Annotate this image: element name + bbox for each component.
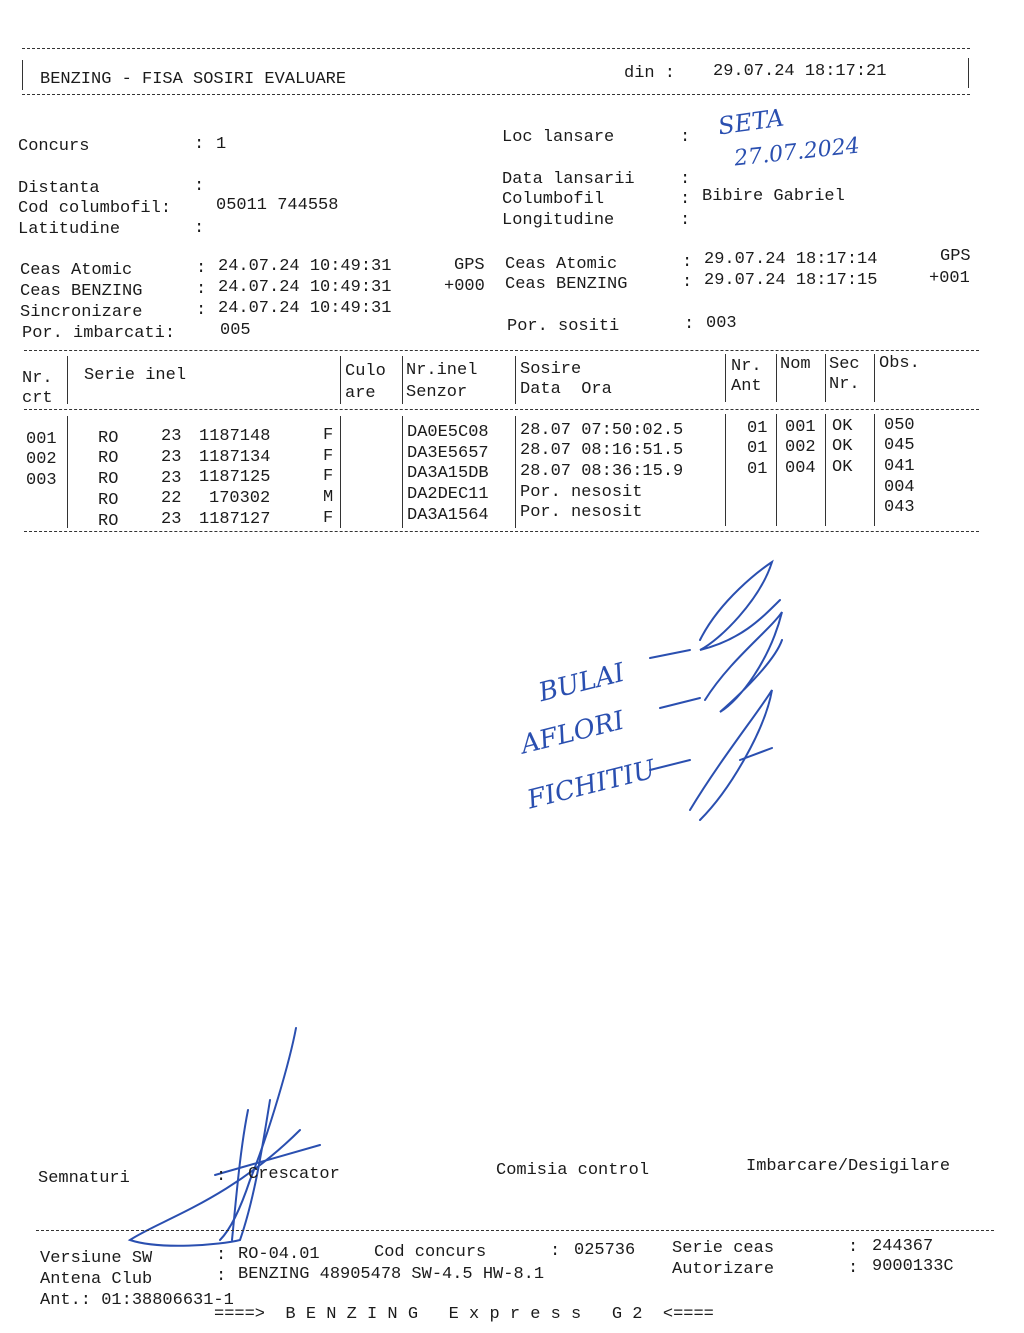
col-divider <box>515 416 516 528</box>
cell-tara: RO <box>98 470 119 489</box>
th-culo: Culo <box>345 362 386 381</box>
versiune-label: Versiune SW <box>40 1249 153 1268</box>
cell-nr: 002 <box>26 450 57 469</box>
col-divider <box>340 356 341 404</box>
cell-senzor: DA3E5657 <box>407 444 489 463</box>
cod-columbofil-value: 05011 744558 <box>216 196 339 215</box>
ceas-atomic-right-label: Ceas Atomic <box>505 255 618 274</box>
cod-concurs-value: 025736 <box>574 1241 636 1260</box>
cell-sosire: 28.07 08:16:51.5 <box>520 441 684 460</box>
cell-senzor: DA2DEC11 <box>407 485 489 504</box>
th-nom: Nom <box>780 355 811 374</box>
handwritten-name-bulai: BULAI <box>535 657 628 709</box>
cod-concurs-colon: : <box>550 1242 561 1261</box>
serie-ceas-label: Serie ceas <box>672 1239 775 1258</box>
th-senzor: Senzor <box>406 383 468 402</box>
concurs-value: 1 <box>216 135 227 154</box>
por-imbarcati-value: 005 <box>220 321 251 340</box>
cell-senzor: DA3A1564 <box>407 506 489 525</box>
cell-an: 23 <box>161 427 182 446</box>
ceas-atomic-right-value: 29.07.24 18:17:14 <box>704 250 878 269</box>
cell-tara: RO <box>98 491 119 510</box>
ceas-benzing-left-value: 24.07.24 10:49:31 <box>218 278 392 297</box>
ceas-benzing-right-label: Ceas BENZING <box>505 275 628 294</box>
cell-sex: F <box>323 426 334 445</box>
por-imbarcati-label: Por. imbarcati: <box>22 324 176 343</box>
serie-ceas-colon: : <box>848 1238 859 1257</box>
autorizare-colon: : <box>848 1259 859 1278</box>
th-crt: crt <box>22 389 53 408</box>
handwritten-name-aflori: AFLORI <box>517 705 628 761</box>
th-serie: Serie inel <box>84 366 187 385</box>
ceas-atomic-right-colon: : <box>682 253 693 272</box>
latitudine-label: Latitudine <box>18 220 121 239</box>
table-bottom-rule <box>24 531 979 532</box>
th-obs: Obs. <box>879 354 920 373</box>
handwritten-loc: SETA <box>716 103 786 141</box>
handwritten-name-fichitiu: FICHITIU <box>524 754 659 816</box>
loc-lansare-colon: : <box>680 128 691 147</box>
col-divider <box>515 356 516 404</box>
comisia-label: Comisia control <box>496 1161 650 1180</box>
cell-sosire: Por. nesosit <box>520 503 643 522</box>
footer-rule <box>36 1230 994 1231</box>
col-divider <box>725 414 726 526</box>
cod-concurs-label: Cod concurs <box>374 1243 487 1262</box>
cell-obs: 043 <box>884 498 915 517</box>
cell-sex: F <box>323 447 334 466</box>
cell-sosire: 28.07 07:50:02.5 <box>520 421 684 440</box>
th-nr-ant: Nr. <box>731 357 762 376</box>
cell-sosire: 28.07 08:36:15.9 <box>520 462 684 481</box>
concurs-label: Concurs <box>18 137 90 156</box>
cell-obs: 050 <box>884 416 915 435</box>
ceas-benzing-left-colon: : <box>196 280 207 299</box>
imbarcare-label: Imbarcare/Desigilare <box>746 1157 951 1176</box>
header-right-edge <box>968 58 969 88</box>
ceas-benzing-right-value: 29.07.24 18:17:15 <box>704 271 878 290</box>
cell-sosire: Por. nesosit <box>520 483 643 502</box>
cell-nom: 004 <box>785 459 816 478</box>
col-divider <box>340 416 341 528</box>
cell-tara: RO <box>98 429 119 448</box>
cell-obs: 004 <box>884 478 915 497</box>
autorizare-value: 9000133C <box>872 1257 954 1276</box>
semnaturi-colon: : <box>216 1167 227 1186</box>
columbofil-colon: : <box>680 190 691 209</box>
cell-sex: M <box>323 488 334 507</box>
handwritten-date: 27.07.2024 <box>733 133 861 172</box>
page-title: BENZING - FISA SOSIRI EVALUARE <box>40 70 347 89</box>
cell-nom: 002 <box>785 438 816 457</box>
cell-sec: OK <box>832 437 853 456</box>
ceas-atomic-left-colon: : <box>196 259 207 278</box>
cell-an: 22 <box>161 489 182 508</box>
col-divider <box>874 354 875 402</box>
por-sositi-value: 003 <box>706 314 737 333</box>
th-sec-nr: Nr. <box>829 375 860 394</box>
antena-value: BENZING 48905478 SW-4.5 HW-8.1 <box>238 1265 545 1284</box>
sincronizare-label: Sincronizare <box>20 303 143 322</box>
ceas-benzing-left-label: Ceas BENZING <box>20 282 143 301</box>
th-data-ora: Data Ora <box>520 380 612 399</box>
distanta-label: Distanta <box>18 179 100 198</box>
header-left-edge <box>22 60 23 90</box>
sincronizare-value: 24.07.24 10:49:31 <box>218 299 392 318</box>
cell-an: 23 <box>161 510 182 529</box>
din-value: 29.07.24 18:17:21 <box>713 62 887 81</box>
din-label: din : <box>624 64 676 83</box>
cell-ant: 01 <box>747 439 768 458</box>
th-nr: Nr. <box>22 369 53 388</box>
col-divider <box>402 416 403 528</box>
ceas-atomic-right-suffix: GPS <box>940 247 971 266</box>
cell-an: 23 <box>161 469 182 488</box>
th-sosire: Sosire <box>520 360 582 379</box>
columbofil-value: Bibire Gabriel <box>702 187 845 206</box>
cell-sex: F <box>323 509 334 528</box>
cell-obs: 045 <box>884 436 915 455</box>
distanta-colon: : <box>194 177 205 196</box>
columbofil-label: Columbofil <box>502 190 605 209</box>
versiune-value: RO-04.01 <box>238 1245 320 1264</box>
data-lansarii-label: Data lansarii <box>502 170 635 189</box>
autorizare-label: Autorizare <box>672 1260 775 1279</box>
cell-senzor: DA3A15DB <box>407 464 489 483</box>
cell-inel: 1187125 <box>199 468 271 487</box>
cell-tara: RO <box>98 449 119 468</box>
cell-inel: 1187148 <box>199 427 271 446</box>
col-divider <box>776 414 777 526</box>
cell-inel: 1187134 <box>199 448 271 467</box>
ceas-atomic-left-suffix: GPS <box>454 256 485 275</box>
ceas-atomic-left-value: 24.07.24 10:49:31 <box>218 257 392 276</box>
col-divider <box>67 356 68 404</box>
col-divider <box>776 354 777 402</box>
cell-sec: OK <box>832 417 853 436</box>
antena-colon: : <box>216 1267 227 1286</box>
cell-nom: 001 <box>785 418 816 437</box>
longitudine-colon: : <box>680 211 691 230</box>
latitudine-colon: : <box>194 219 205 238</box>
th-nrinel: Nr.inel <box>406 361 478 380</box>
cell-tara: RO <box>98 512 119 531</box>
data-lansarii-colon: : <box>680 170 691 189</box>
ceas-benzing-left-suffix: +000 <box>444 277 485 296</box>
table-header-rule <box>24 409 979 410</box>
antena-label: Antena Club <box>40 1270 153 1289</box>
ant-line: Ant.: 01:38806631-1 <box>40 1291 234 1310</box>
cell-ant: 01 <box>747 419 768 438</box>
cell-nr: 001 <box>26 430 57 449</box>
crescator-label: Crescator <box>248 1165 340 1184</box>
cod-columbofil-label: Cod columbofil: <box>18 199 172 218</box>
col-divider <box>67 416 68 528</box>
cell-ant: 01 <box>747 460 768 479</box>
col-divider <box>725 354 726 402</box>
concurs-colon: : <box>194 135 205 154</box>
cell-sex: F <box>323 467 334 486</box>
table-top-rule <box>24 350 979 351</box>
longitudine-label: Longitudine <box>502 211 615 230</box>
loc-lansare-label: Loc lansare <box>502 128 615 147</box>
cell-inel: 1187127 <box>199 510 271 529</box>
col-divider <box>874 414 875 526</box>
cell-an: 23 <box>161 448 182 467</box>
cell-sec: OK <box>832 458 853 477</box>
cell-obs: 041 <box>884 457 915 476</box>
serie-ceas-value: 244367 <box>872 1237 934 1256</box>
th-are: are <box>345 384 376 403</box>
por-sositi-colon: : <box>684 315 695 334</box>
versiune-colon: : <box>216 1246 227 1265</box>
cell-senzor: DA0E5C08 <box>407 423 489 442</box>
cell-nr: 003 <box>26 471 57 490</box>
sincronizare-colon: : <box>196 301 207 320</box>
header-top-rule <box>22 48 970 49</box>
ceas-benzing-right-suffix: +001 <box>929 269 970 288</box>
th-ant: Ant <box>731 377 762 396</box>
col-divider <box>825 414 826 526</box>
header-bottom-rule <box>22 94 970 95</box>
brand-line: ====> B E N Z I N G E x p r e s s G 2 <==== <box>214 1305 714 1324</box>
ceas-atomic-left-label: Ceas Atomic <box>20 261 133 280</box>
ceas-benzing-right-colon: : <box>682 273 693 292</box>
cell-inel: 170302 <box>209 489 271 508</box>
th-sec: Sec <box>829 355 860 374</box>
semnaturi-label: Semnaturi <box>38 1169 130 1188</box>
col-divider <box>402 356 403 404</box>
col-divider <box>825 354 826 402</box>
por-sositi-label: Por. sositi <box>507 317 620 336</box>
